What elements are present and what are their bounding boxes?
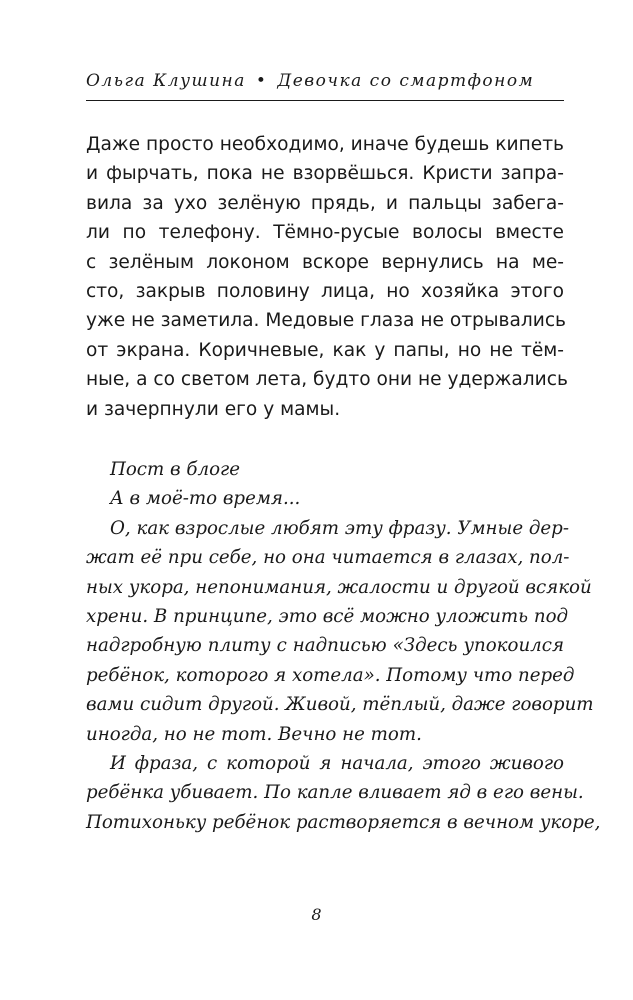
text-line: и зачерпнули его у мамы. — [86, 398, 341, 420]
header-author: Ольга Клушина — [86, 71, 246, 91]
page-number: 8 — [311, 905, 322, 924]
blog-heading: Пост в блоге — [110, 459, 240, 480]
blog-line: О, как взрослые любят эту фразу. Умные дер- — [110, 517, 569, 539]
text-line: ные, а со светом лета, будто они не удержались — [86, 369, 568, 391]
blog-line: ребёнка убивает. По капле вливает яд в его вены. — [86, 782, 584, 804]
text-line: уже не заметила. Медовые глаза не отрывались — [86, 310, 567, 332]
blog-line: вами сидит другой. Живой, тёплый, даже говорит — [86, 694, 594, 716]
blog-line: жат её при себе, но она читается в глазах, пол- — [86, 547, 570, 569]
text-line: от экрана. Коричневые, как у папы, но не тём- — [86, 339, 564, 361]
blog-line: надгробную плиту с надписью «Здесь упокоился — [86, 635, 564, 657]
blog-line: ных укора, непонимания, жалости и другой всякой — [86, 576, 592, 598]
text-line: сто, закрыв половину лица, но хозяйка этого — [86, 280, 564, 302]
header-separator: • — [255, 71, 268, 91]
main-paragraph — [86, 130, 568, 424]
blog-line: Потихоньку ребёнок растворяется в вечном укоре, — [86, 811, 601, 833]
blog-post — [86, 455, 601, 837]
running-header — [86, 62, 564, 101]
text-line: вила за ухо зелёную прядь, и пальцы забега- — [86, 192, 564, 214]
text-line: и фырчать, пока не взорвёшься. Кристи запра- — [86, 163, 564, 185]
text-line: с зелёным локоном вскоре вернулись на ме- — [86, 251, 564, 273]
blog-line: хрени. В принципе, это всё можно уложить под — [86, 605, 569, 627]
blog-line: ребёнок, которого я хотела». Потому что перед — [86, 664, 575, 686]
blog-line: И фраза, с которой я начала, этого живого — [110, 752, 564, 774]
blog-subheading: А в моё-то время... — [110, 488, 301, 510]
blog-line: иногда, но не тот. Вечно не тот. — [86, 723, 422, 745]
text-line: ли по телефону. Тёмно-русые волосы вместе — [86, 222, 564, 244]
text-line: Даже просто необходимо, иначе будешь кипеть — [86, 134, 564, 155]
header-title: Девочка со смартфоном — [277, 71, 535, 91]
